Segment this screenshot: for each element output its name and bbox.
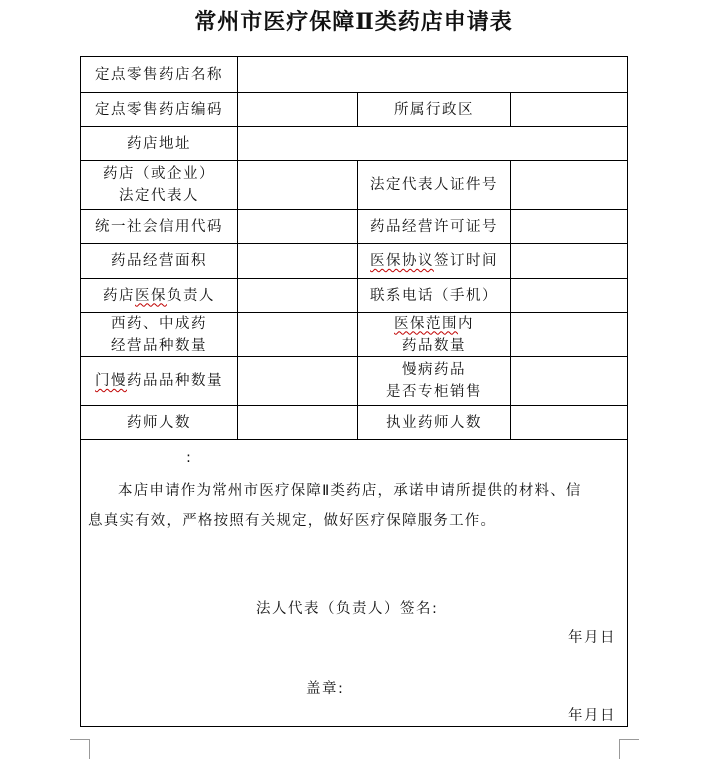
pharmacy-code-label: 定点零售药店编码: [95, 101, 223, 118]
chronic-counter-label-line1: 慢病药品: [402, 362, 466, 378]
chronic-counter-label: [358, 357, 510, 405]
pharmacy-code-field[interactable]: [238, 93, 357, 126]
insurance-manager-label-insurance: 医保: [135, 287, 167, 304]
chronic-counter-label-line2: 是否专柜销售: [386, 384, 482, 400]
seal-date: 年月日: [568, 708, 616, 724]
pharmacy-name-label: 定点零售药店名称: [95, 66, 223, 83]
phone-label: 联系电话（手机）: [370, 287, 498, 304]
form-title: 常州市医疗保障Ⅱ类药店申请表: [194, 9, 513, 35]
declaration-colon: :: [186, 450, 193, 466]
drug-varieties-label-line1: 西药、中成药: [111, 315, 207, 332]
credit-code-field[interactable]: [238, 210, 357, 243]
table-rule: [80, 439, 628, 440]
declaration-text-line1: 本店申请作为常州市医疗保障Ⅱ类药店，承诺申请所提供的材料、信: [118, 483, 582, 499]
legal-representative-label-line2: 法定代表人: [119, 188, 199, 204]
legal-representative-field[interactable]: [238, 161, 357, 209]
address-label: 药店地址: [127, 135, 191, 152]
agreement-date-label-text: [370, 250, 498, 272]
signature-label: 法人代表（负责人）签名:: [256, 601, 439, 617]
insured-drug-count-label-suffix: 内: [458, 315, 474, 332]
insured-drug-count-label-line1: [394, 313, 474, 335]
pharmacist-count-label: 药师人数: [127, 414, 191, 431]
district-label: 所属行政区: [394, 101, 474, 118]
legal-id-label: 法定代表人证件号: [370, 177, 498, 193]
chronic-counter-field[interactable]: [511, 357, 627, 405]
insurance-manager-field[interactable]: [238, 279, 357, 312]
agreement-date-label-prefix: 医保协议: [370, 253, 434, 269]
legal-representative-label-line1: 药店（或企业）: [103, 166, 215, 182]
crop-mark-left: [70, 739, 90, 740]
chronic-drug-varieties-label-suffix: 药品品种数量: [127, 373, 223, 389]
insurance-manager-label-prefix: 药店: [103, 287, 135, 304]
district-field[interactable]: [511, 93, 627, 126]
chronic-drug-varieties-label: [81, 357, 237, 405]
table-border-right: [627, 56, 628, 727]
drug-varieties-field[interactable]: [238, 313, 357, 356]
insurance-manager-label-text: [103, 285, 215, 307]
chronic-drug-varieties-field[interactable]: [238, 357, 357, 405]
pharmacist-count-field[interactable]: [238, 406, 357, 439]
crop-mark-right: [619, 739, 639, 740]
pharmacy-name-field[interactable]: [238, 57, 627, 92]
license-number-label: 药品经营许可证号: [370, 218, 498, 235]
chronic-drug-varieties-label-prefix: 门慢: [95, 373, 127, 389]
address-field[interactable]: [238, 127, 627, 160]
table-border-bottom: [80, 726, 628, 727]
legal-id-field[interactable]: [511, 161, 627, 209]
business-area-field[interactable]: [238, 244, 357, 278]
agreement-date-field[interactable]: [511, 244, 627, 278]
signature-date: 年月日: [568, 630, 616, 646]
insured-drug-count-label: [358, 313, 510, 356]
crop-mark-right: [619, 739, 620, 759]
crop-mark-left: [89, 739, 90, 759]
credit-code-label: 统一社会信用代码: [95, 218, 223, 235]
insured-drug-count-label-scope: 医保范围: [394, 315, 458, 332]
phone-field[interactable]: [511, 279, 627, 312]
drug-varieties-label: [81, 313, 237, 356]
insurance-manager-label-suffix: 负责人: [167, 287, 215, 304]
legal-representative-label: [81, 161, 237, 209]
insurance-manager-label: [81, 279, 237, 312]
declaration-text-line2: 息真实有效，严格按照有关规定，做好医疗保障服务工作。: [88, 513, 497, 529]
seal-label: 盖章:: [306, 681, 345, 697]
drug-varieties-label-line2: 经营品种数量: [111, 337, 207, 354]
agreement-date-label: [358, 244, 510, 278]
chronic-drug-varieties-label-text: [95, 370, 223, 392]
insured-drug-count-label-line2: 药品数量: [402, 337, 466, 354]
licensed-pharmacist-count-field[interactable]: [511, 406, 627, 439]
insured-drug-count-field[interactable]: [511, 313, 627, 356]
agreement-date-label-suffix: 签订时间: [434, 253, 498, 269]
license-number-field[interactable]: [511, 210, 627, 243]
licensed-pharmacist-count-label: 执业药师人数: [386, 414, 482, 431]
business-area-label: 药品经营面积: [111, 253, 207, 269]
